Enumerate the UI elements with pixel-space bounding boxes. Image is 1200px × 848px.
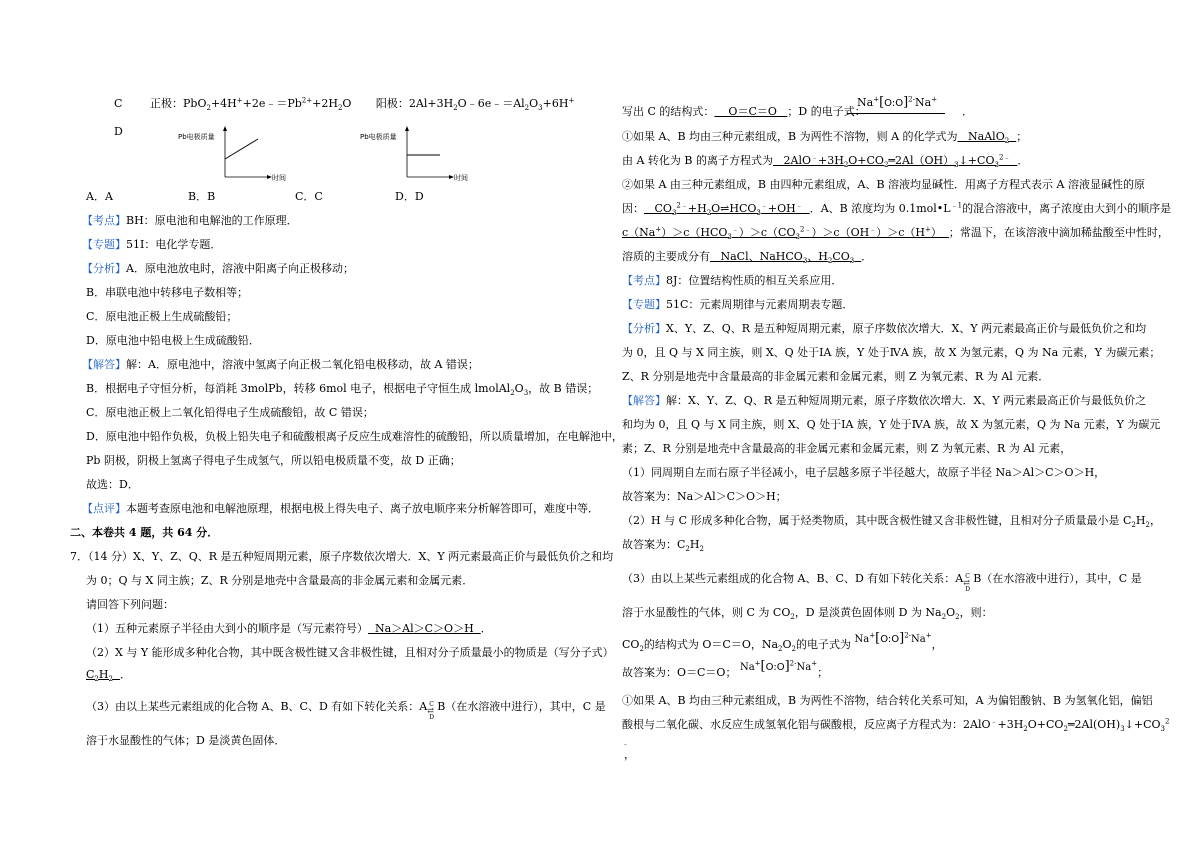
r-a1: （1）同周期自左而右原子半径减小，电子层越多原子半径越大，故原子半径 Na＞Al＞C＞O＞H，: [622, 466, 1106, 479]
r-q2-line3: $c(Na^+)>c(HCO_3^﹣)>c(CO_3^{2﹣})>c(OH^﹣)>c(H^+)$ ；常温下，在该溶液中滴加稀盐酸至中性时，: [622, 225, 1169, 242]
option-c-label: C: [114, 97, 123, 110]
r-fenxi-2: 为 0，且 Q 与 X 同主族，则 X、Q 处于ⅠA 族，Y 处于ⅣA 族，故 X 为氢元素，Q 为 Na 元素，Y 为碳元素；: [622, 346, 1161, 359]
guxuan: 故选：D．: [86, 478, 139, 491]
r-structure-end: ．: [962, 105, 973, 118]
r-q2: ②如果 A 由三种元素组成，B 由四种元素组成，A、B 溶液均显碱性．用离子方程式表示 A 溶液显碱性的原: [622, 178, 1145, 191]
r-a2: （2）H 与 C 形成多种化合物，属于烃类物质，其中既含极性键又含非极性键，且相对分子质量最小是 $C_2H_2$，: [622, 514, 1161, 530]
r-a4-2: 酸根与二氧化碳、水反应生成氢氧化铝与碳酸根，反应离子方程式为：$2AlO^﹣+3H_2O+CO_2═2Al(OH)_3↓+CO_3^2$: [622, 717, 1170, 734]
graph-2-xlabel: 时间: [454, 174, 468, 182]
electron-formula-na2o2: Na+[O:O]$^{2-}$Na+: [854, 631, 932, 646]
fenxi: 【分析】A．原电池放电时，溶液中阳离子向正极移动；: [82, 262, 354, 275]
q7-part2: （2）X 与 Y 能形成多种化合物，其中既含极性键又含非极性键，且相对分子质量最小的物质是（写分子式）: [86, 646, 614, 659]
r-jieda: 【解答】解：X、Y、Z、Q、R 是五种短周期元素，原子序数依次增大．X、Y 两元素最高正价与最低负价之: [622, 394, 1147, 407]
q7-part2-answer: $C_2H_2$ ．: [86, 668, 131, 684]
option-b: B．B: [188, 190, 216, 203]
r-a3-4: 故答案为：O＝C＝O； Na+[O:O]$^{2-}$Na+；: [622, 659, 829, 679]
electron-formula-na2o2-answer: Na+[O:O]$^{2-}$Na+: [739, 659, 818, 674]
r-q1: ①如果 A、B 均由三种元素组成，B 为两性不溶物，则 A 的化学式为 NaAlO$_2$ ；: [622, 130, 1028, 146]
r-a4: ①如果 A、B 均由三种元素组成，B 为两性不溶物，结合转化关系可知，A 为偏铝酸钠、B 为氢氧化铝，偏铝: [622, 694, 1153, 707]
jieda-c: C．原电池正极上二氧化铅得电子生成硫酸铅，故 C 错误；: [86, 406, 374, 419]
graph-2: [360, 125, 470, 183]
r-fenxi: 【分析】X、Y、Z、Q、R 是五种短周期元素，原子序数依次增大．X、Y 两元素最高正价与最低负价之和均: [622, 322, 1147, 335]
r-jieda-3: 素；Z、R 分别是地壳中含量最高的非金属元素和金属元素，则 Z 为氧元素、R 为 Al 元素，: [622, 442, 1072, 455]
r-kaodian: 【考点】8J：位置结构性质的相互关系应用．: [622, 274, 843, 287]
jieda-b: B．根据电子守恒分析，每消耗 3molPb，转移 6mol 电子，根据电子守恒生成 $lmolAl_2O_3$，故 B 错误；: [86, 382, 599, 398]
r-a1-2: 故答案为：Na＞Al＞C＞O＞H；: [622, 490, 787, 503]
r-q2-line4: 溶质的主要成分有 NaCl、NaHCO$_3$、$H_2CO_3$ ．: [622, 250, 873, 266]
o-dot-1: O: [884, 98, 892, 109]
electron-formula-d: Na+[O:O]$^{2-}$Na+: [847, 96, 945, 114]
r-fenxi-3: Z、R 分别是地壳中含量最高的非金属元素和金属元素，则 Z 为氧元素、R 为 Al 元素．: [622, 370, 1050, 383]
r-structure: 写出 C 的结构式： O＝C＝O ；D 的电子式：: [622, 105, 866, 118]
q7-line3: 请回答下列问题：: [86, 598, 174, 611]
graph-1-xlabel: 时间: [272, 174, 286, 182]
kaodian: 【考点】BH：原电池和电解池的工作原理．: [82, 214, 298, 227]
fenxi-d: D．原电池中铅电极上生成硫酸铅．: [86, 334, 260, 347]
q7-part1: （1）五种元素原子半径由大到小的顺序是（写元素符号） Na＞Al＞C＞O＞H ．: [86, 622, 492, 635]
r-zhuanti: 【专题】51C：元素周期律与元素周期表专题．: [622, 298, 854, 311]
jieda: 【解答】解：A．原电池中，溶液中氢离子向正极二氧化铅电极移动，故 A 错误；: [82, 358, 479, 371]
r-a3-2: 溶于水显酸性的气体，则 C 为 $CO_2$，D 是淡黄色固体则 D 为 $Na_2O_2$，则：: [622, 606, 993, 622]
r-q2-line2: 因： $CO_3^{2﹣}+H_2O\rightleftharpoons HCO_3^﹣+OH^﹣$ ．A、B 浓度均为 $0.1mol•L^{﹣1}$的混合溶液中，离子浓度由大到小的顺序是: [622, 201, 1172, 218]
graph-2-ylabel: Pb电极质量: [360, 133, 397, 141]
graph-1: [178, 125, 288, 183]
r-q1-eq: 由 A 转化为 B 的离子方程式为 $2AlO^﹣+3H_2O+CO_2═2Al(OH)_3↓+CO_3^{2﹣}$ ．: [622, 153, 1029, 170]
r-a4-3: ﹣: [622, 740, 629, 748]
fenxi-b: B．串联电池中转移电子数相等；: [86, 286, 249, 299]
r-a3: （3）由以上某些元素组成的化合物 A、B、C、D 有如下转化关系：A C ⇄ D B（在水溶液中进行），其中，C 是: [622, 572, 1142, 593]
dianping: 【点评】本题考查原电池和电解池原理，根据电极上得失电子、离子放电顺序来分析解答即可，难度中等．: [82, 502, 599, 515]
graph-1-ylabel: Pb电极质量: [178, 133, 215, 141]
fenxi-c: C．原电池正极上生成硫酸铅；: [86, 310, 238, 323]
o-dot-2: O: [895, 98, 904, 109]
zhuanti: 【专题】51I：电化学专题．: [82, 238, 222, 251]
jieda-d2: Pb 阴极，阴极上氢离子得电子生成氢气，所以铅电极质量不变，故 D 正确；: [86, 454, 461, 467]
option-d-label: D: [114, 125, 123, 138]
jieda-d: D．原电池中铅作负极，负极上铅失电子和硫酸根离子反应生成难溶性的硫酸铅，所以质量增加，在电解池中，: [86, 430, 623, 443]
option-c: C．C: [295, 190, 323, 203]
section-title: 二、本卷共 4 题，共 64 分．: [70, 526, 219, 539]
r-a2-2: 故答案为：$C_2H_2$: [622, 538, 704, 554]
option-c-equations: 正极：$PbO_2+4H^++2e﹣=Pb^{2+}+2H_2O$ 阳极：$2Al+3H_2O﹣6e﹣=Al_2O_3+6H^+$: [150, 96, 575, 113]
r-a4-4: ，: [624, 748, 635, 761]
r-jieda-2: 和均为 0，且 Q 与 X 同主族，则 X、Q 处于ⅠA 族，Y 处于ⅣA 族，故 X 为氢元素，Q 为 Na 元素，Y 为碳元: [622, 418, 1161, 431]
q7-line2: 为 0；Q 与 X 同主族；Z、R 分别是地壳中含量最高的非金属元素和金属元素．: [86, 574, 474, 587]
option-a: A．A: [86, 190, 113, 203]
q7-part3: （3）由以上某些元素组成的化合物 A、B、C、D 有如下转化关系：A C ⇄ D B（在水溶液中进行），其中，C 是: [86, 700, 606, 721]
q7-line1: 7．（14 分）X、Y、Z、Q、R 是五种短周期元素，原子序数依次增大．X、Y 两元素最高正价与最低负价之和均: [70, 550, 614, 563]
option-d: D．D: [395, 190, 424, 203]
q7-part3-line2: 溶于水显酸性的气体；D 是淡黄色固体．: [86, 734, 286, 747]
r-a3-3: $CO_2$的结构式为 O＝C＝O，$Na_2O_2$的电子式为 Na+[O:O]$^{2-}$Na+，: [622, 631, 943, 654]
